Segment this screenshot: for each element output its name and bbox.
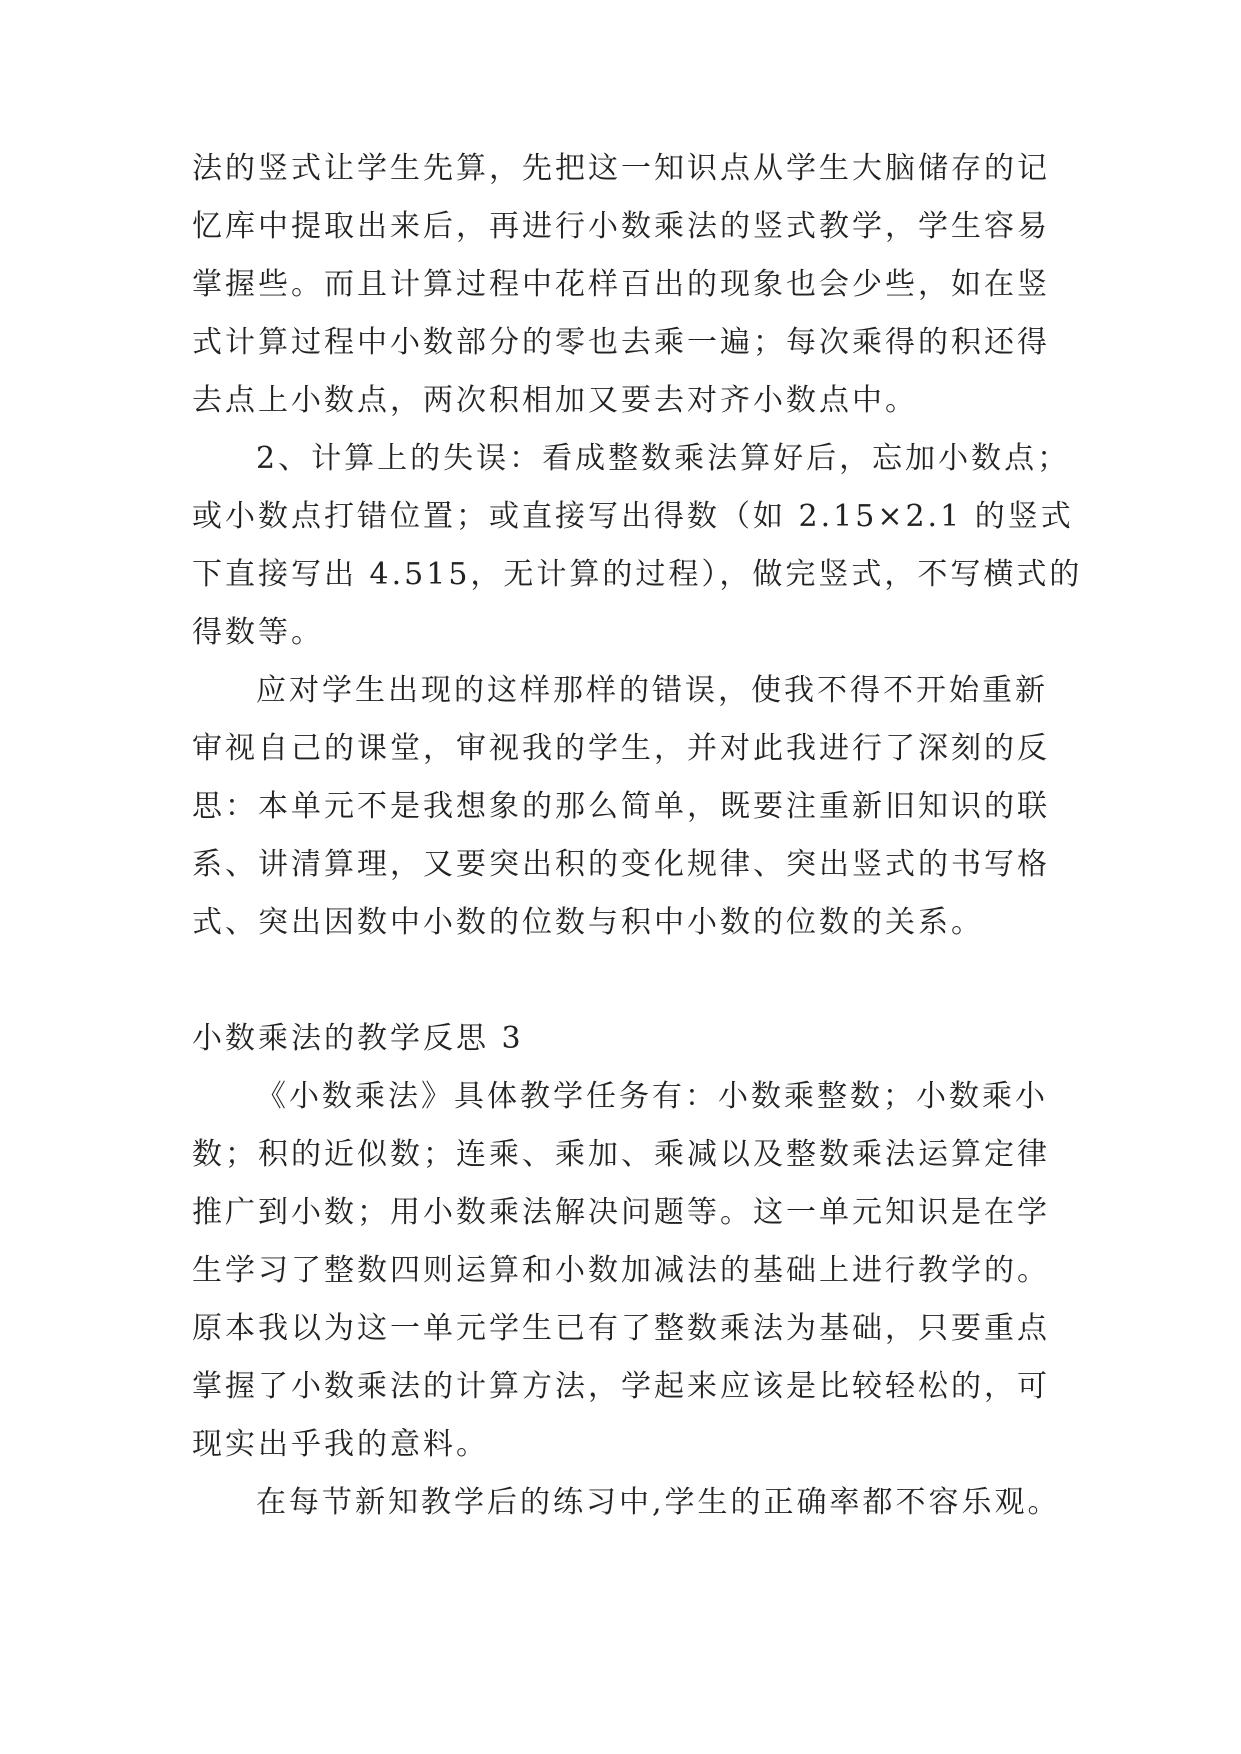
text-line: 去点上小数点，两次积相加又要去对齐小数点中。	[192, 383, 918, 418]
document-body	[192, 140, 1083, 1532]
text-line: 应对学生出现的这样那样的错误，使我不得不开始重新	[256, 673, 1048, 708]
text-line: 思：本单元不是我想象的那么简单，既要注重新旧知识的联	[192, 789, 1050, 824]
text-line: 生学习了整数四则运算和小数加减法的基础上进行教学的。	[192, 1253, 1050, 1288]
text-line: 《小数乘法》具体教学任务有：小数乘整数；小数乘小	[256, 1079, 1048, 1114]
paragraph-continued	[192, 140, 1072, 430]
section-heading: 小数乘法的教学反思 3	[192, 1021, 524, 1056]
text-line: 数；积的近似数；连乘、乘加、乘减以及整数乘法运算定律	[192, 1137, 1050, 1172]
section-spacer	[192, 952, 1072, 1010]
text-line: 下直接写出 4.515，无计算的过程），做完竖式，不写横式的	[192, 557, 1083, 592]
paragraph-practice-accuracy	[192, 1474, 1072, 1532]
text-line: 掌握些。而且计算过程中花样百出的现象也会少些，如在竖	[192, 267, 1050, 302]
text-line: 或小数点打错位置；或直接写出得数（如 2.15×2.1 的竖式	[192, 499, 1074, 534]
paragraph-teaching-tasks	[192, 1068, 1072, 1474]
text-line: 审视自己的课堂，审视我的学生，并对此我进行了深刻的反	[192, 731, 1050, 766]
text-line: 式计算过程中小数部分的零也去乘一遍；每次乘得的积还得	[192, 325, 1050, 360]
text-line: 掌握了小数乘法的计算方法，学起来应该是比较轻松的，可	[192, 1369, 1050, 1404]
text-line: 忆库中提取出来后，再进行小数乘法的竖式教学，学生容易	[192, 209, 1050, 244]
text-line: 现实出乎我的意料。	[192, 1427, 489, 1462]
text-line: 原本我以为这一单元学生已有了整数乘法为基础，只要重点	[192, 1311, 1050, 1346]
paragraph-reflection	[192, 662, 1072, 952]
text-line: 法的竖式让学生先算，先把这一知识点从学生大脑储存的记	[192, 151, 1050, 186]
paragraph-calculation-errors	[192, 430, 1083, 662]
text-line: 推广到小数；用小数乘法解决问题等。这一单元知识是在学	[192, 1195, 1050, 1230]
text-line: 得数等。	[192, 615, 324, 650]
text-line: 在每节新知教学后的练习中,学生的正确率都不容乐观。	[256, 1485, 1061, 1520]
text-line: 2、计算上的失误：看成整数乘法算好后，忘加小数点；	[256, 441, 1071, 476]
text-line: 系、讲清算理，又要突出积的变化规律、突出竖式的书写格	[192, 847, 1050, 882]
text-line: 式、突出因数中小数的位数与积中小数的位数的关系。	[192, 905, 984, 940]
